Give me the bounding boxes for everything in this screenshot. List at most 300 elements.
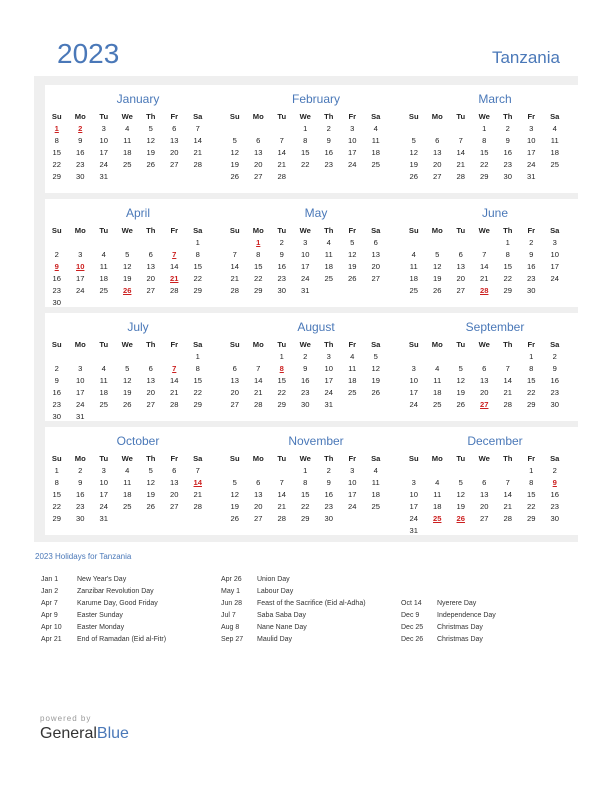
- day-cell: 17: [348, 490, 357, 499]
- day-cell: [186, 171, 210, 183]
- day-cell: 4: [435, 478, 440, 487]
- week-row: [223, 123, 409, 135]
- day-cell: 28: [456, 172, 465, 181]
- week-row: [223, 375, 409, 387]
- day-cell: 10: [550, 250, 559, 259]
- day-cell: [186, 411, 210, 423]
- day-cell: 5: [373, 352, 378, 361]
- holiday-item: [401, 598, 496, 610]
- day-cell: 29: [277, 400, 286, 409]
- weekday-header: [45, 111, 231, 123]
- holiday-date-label: Aug 8: [221, 624, 240, 631]
- weekday-label: Sa: [193, 112, 203, 121]
- holiday-item: [41, 622, 166, 634]
- day-cell: 24: [409, 514, 418, 523]
- brand-blue: Blue: [96, 725, 129, 742]
- day-cell: 17: [527, 148, 536, 157]
- day-cell: 10: [348, 478, 357, 487]
- day-cell: 14: [277, 148, 286, 157]
- day-cell: 20: [230, 388, 239, 397]
- day-cell: 31: [324, 400, 333, 409]
- day-cell: [247, 351, 271, 363]
- weekday-label: Mo: [431, 112, 443, 121]
- day-cell: [543, 285, 567, 297]
- weekday-label: Tu: [99, 112, 109, 121]
- holiday-column: [401, 598, 496, 646]
- weekday-label: Fr: [527, 226, 536, 235]
- day-cell: 28: [503, 514, 512, 523]
- week-row: [45, 387, 231, 399]
- day-cell: [496, 465, 520, 477]
- day-cell: 7: [482, 250, 487, 259]
- day-cell: 2: [529, 238, 534, 247]
- weekday-label: Sa: [371, 226, 381, 235]
- day-cell: 29: [52, 514, 61, 523]
- day-cell: 13: [254, 490, 263, 499]
- day-cell: 15: [52, 148, 61, 157]
- weekday-label: We: [121, 340, 133, 349]
- holiday-item: [41, 574, 166, 586]
- week-row: [402, 351, 588, 363]
- holiday-column: [41, 574, 166, 646]
- weekday-label: Su: [229, 454, 240, 463]
- day-cell: 17: [550, 262, 559, 271]
- holiday-item: [221, 634, 366, 646]
- holiday-date-label: Oct 14: [401, 600, 422, 607]
- holiday-name: Feast of the Sacrifice (Eid al-Adha): [257, 600, 366, 607]
- month-calendar: [223, 225, 409, 297]
- day-cell: 14: [503, 490, 512, 499]
- day-cell: 12: [123, 262, 132, 271]
- week-row: [402, 273, 588, 285]
- day-cell: 19: [456, 502, 465, 511]
- day-cell: 20: [146, 388, 155, 397]
- day-cell: 28: [277, 514, 286, 523]
- day-cell: 20: [146, 274, 155, 283]
- day-cell: 11: [99, 262, 108, 271]
- day-cell: 12: [230, 148, 239, 157]
- day-cell: [223, 465, 247, 477]
- weekday-label: Fr: [170, 340, 179, 349]
- holiday-date: 28: [480, 286, 489, 295]
- day-cell: 29: [52, 172, 61, 181]
- holiday-column: [221, 574, 366, 646]
- week-row: [223, 489, 409, 501]
- day-cell: [116, 351, 140, 363]
- day-cell: [116, 171, 140, 183]
- holiday-name: Union Day: [257, 576, 290, 583]
- day-cell: 18: [433, 502, 442, 511]
- day-cell: 1: [303, 466, 308, 475]
- weekday-label: Fr: [348, 112, 357, 121]
- day-cell: 12: [348, 250, 357, 259]
- day-cell: [139, 351, 163, 363]
- day-cell: 2: [505, 124, 510, 133]
- week-row: [223, 135, 409, 147]
- day-cell: 11: [433, 490, 442, 499]
- day-cell: 22: [52, 502, 61, 511]
- day-cell: 28: [193, 160, 202, 169]
- day-cell: 7: [458, 136, 463, 145]
- day-cell: 17: [76, 388, 85, 397]
- week-row: [402, 237, 588, 249]
- day-cell: 18: [348, 376, 357, 385]
- day-cell: 18: [371, 148, 380, 157]
- day-cell: [473, 351, 497, 363]
- day-cell: 16: [76, 490, 85, 499]
- day-cell: 19: [456, 388, 465, 397]
- month-name: September: [465, 320, 525, 334]
- day-cell: 11: [348, 364, 357, 373]
- day-cell: 5: [148, 124, 153, 133]
- month-name: December: [467, 434, 523, 448]
- day-cell: 24: [99, 160, 108, 169]
- day-cell: 25: [99, 400, 108, 409]
- day-cell: [247, 123, 271, 135]
- day-cell: 16: [76, 148, 85, 157]
- day-cell: 2: [279, 238, 284, 247]
- day-cell: 1: [195, 352, 200, 361]
- day-cell: [402, 351, 426, 363]
- day-cell: 1: [482, 124, 487, 133]
- day-cell: [341, 285, 365, 297]
- weekday-label: Tu: [99, 226, 109, 235]
- month-december: [402, 427, 588, 535]
- day-cell: [92, 297, 116, 309]
- day-cell: 5: [458, 364, 463, 373]
- weekday-label: Su: [408, 340, 419, 349]
- weekday-header: [223, 111, 409, 123]
- day-cell: 18: [99, 274, 108, 283]
- holiday-date: 1: [54, 124, 59, 133]
- day-cell: [543, 525, 567, 537]
- weekday-label: Th: [503, 112, 513, 121]
- day-cell: 8: [54, 478, 59, 487]
- day-cell: 8: [303, 136, 308, 145]
- day-cell: [449, 465, 473, 477]
- day-cell: 24: [99, 502, 108, 511]
- week-row: [45, 147, 231, 159]
- weekday-label: Th: [146, 454, 156, 463]
- weekday-label: Th: [146, 226, 156, 235]
- day-cell: 10: [99, 136, 108, 145]
- day-cell: 31: [99, 172, 108, 181]
- week-row: [45, 489, 231, 501]
- day-cell: 29: [301, 514, 310, 523]
- week-row: [223, 147, 409, 159]
- day-cell: 9: [529, 250, 534, 259]
- weekday-label: Fr: [348, 226, 357, 235]
- day-cell: 13: [433, 148, 442, 157]
- weekday-label: Tu: [456, 226, 466, 235]
- day-cell: 31: [76, 412, 85, 421]
- day-cell: [163, 351, 187, 363]
- day-cell: [402, 123, 426, 135]
- day-cell: 16: [324, 148, 333, 157]
- holiday-item: [41, 634, 166, 646]
- day-cell: 19: [123, 274, 132, 283]
- day-cell: 17: [99, 490, 108, 499]
- day-cell: 14: [193, 136, 202, 145]
- day-cell: 10: [409, 490, 418, 499]
- day-cell: 11: [371, 478, 380, 487]
- day-cell: 16: [550, 490, 559, 499]
- day-cell: 22: [277, 388, 286, 397]
- day-cell: 5: [125, 250, 130, 259]
- day-cell: 25: [371, 160, 380, 169]
- week-row: [223, 363, 409, 375]
- month-calendar: [45, 225, 231, 309]
- holiday-date-label: May 1: [221, 588, 241, 595]
- day-cell: [139, 411, 163, 423]
- month-name: April: [125, 206, 150, 220]
- day-cell: [473, 237, 497, 249]
- day-cell: 25: [371, 502, 380, 511]
- holiday-date: 14: [193, 478, 202, 487]
- weekday-label: Fr: [527, 454, 536, 463]
- day-cell: 18: [123, 148, 132, 157]
- weekday-label: Mo: [252, 454, 264, 463]
- day-cell: 5: [232, 478, 237, 487]
- holiday-name: Easter Monday: [77, 624, 125, 631]
- day-cell: 29: [254, 286, 263, 295]
- brand-general: General: [40, 725, 97, 742]
- day-cell: 27: [170, 160, 179, 169]
- month-november: [223, 427, 409, 535]
- weekday-label: Tu: [99, 454, 109, 463]
- day-cell: 10: [409, 376, 418, 385]
- day-cell: [139, 171, 163, 183]
- day-cell: 16: [324, 490, 333, 499]
- month-april: [45, 199, 231, 307]
- day-cell: 19: [230, 160, 239, 169]
- day-cell: [473, 465, 497, 477]
- day-cell: [139, 513, 163, 525]
- day-cell: 15: [254, 262, 263, 271]
- day-cell: 20: [254, 160, 263, 169]
- day-cell: 29: [527, 400, 536, 409]
- day-cell: 17: [301, 262, 310, 271]
- week-row: [402, 387, 588, 399]
- day-cell: [426, 237, 450, 249]
- holiday-name: Easter Sunday: [77, 612, 123, 619]
- day-cell: 3: [411, 478, 416, 487]
- day-cell: [270, 465, 294, 477]
- weekday-label: Fr: [348, 340, 357, 349]
- day-cell: 3: [350, 466, 355, 475]
- day-cell: 30: [76, 514, 85, 523]
- day-cell: 18: [371, 490, 380, 499]
- weekday-label: Tu: [277, 226, 287, 235]
- day-cell: 15: [193, 376, 202, 385]
- day-cell: 22: [193, 388, 202, 397]
- day-cell: 9: [78, 136, 83, 145]
- day-cell: 3: [552, 238, 557, 247]
- day-cell: 22: [301, 502, 310, 511]
- day-cell: 23: [324, 502, 333, 511]
- day-cell: 8: [256, 250, 261, 259]
- day-cell: 7: [505, 364, 510, 373]
- day-cell: 26: [371, 388, 380, 397]
- day-cell: [341, 513, 365, 525]
- weekday-label: Fr: [527, 112, 536, 121]
- week-row: [402, 135, 588, 147]
- week-row: [402, 249, 588, 261]
- holiday-name: Nane Nane Day: [257, 624, 307, 631]
- day-cell: 21: [277, 160, 286, 169]
- day-cell: 25: [409, 286, 418, 295]
- day-cell: 29: [480, 172, 489, 181]
- day-cell: 13: [146, 376, 155, 385]
- day-cell: [223, 123, 247, 135]
- day-cell: 19: [371, 376, 380, 385]
- day-cell: 30: [503, 172, 512, 181]
- day-cell: 23: [76, 160, 85, 169]
- day-cell: [247, 465, 271, 477]
- holiday-date: 26: [123, 286, 132, 295]
- day-cell: [449, 351, 473, 363]
- day-cell: 5: [148, 466, 153, 475]
- month-may: [223, 199, 409, 307]
- weekday-label: Su: [51, 226, 62, 235]
- weekday-label: Fr: [348, 454, 357, 463]
- day-cell: 21: [193, 148, 202, 157]
- month-name: August: [297, 320, 335, 334]
- day-cell: 7: [232, 250, 237, 259]
- holiday-name: Labour Day: [257, 588, 294, 595]
- day-cell: 10: [76, 376, 85, 385]
- day-cell: 27: [456, 286, 465, 295]
- weekday-label: Th: [503, 226, 513, 235]
- holiday-date: 8: [279, 364, 284, 373]
- day-cell: 14: [480, 262, 489, 271]
- day-cell: [69, 237, 93, 249]
- day-cell: 24: [550, 274, 559, 283]
- weekday-label: Sa: [371, 112, 381, 121]
- holiday-name: Christmas Day: [437, 636, 483, 643]
- weekday-label: We: [299, 454, 311, 463]
- week-row: [402, 489, 588, 501]
- day-cell: 26: [348, 274, 357, 283]
- day-cell: 24: [301, 274, 310, 283]
- day-cell: 30: [324, 514, 333, 523]
- day-cell: [270, 123, 294, 135]
- generalblue-logo[interactable]: [40, 725, 129, 743]
- day-cell: 13: [170, 136, 179, 145]
- weekday-label: Su: [408, 454, 419, 463]
- day-cell: 21: [277, 502, 286, 511]
- month-calendar: [402, 225, 588, 297]
- week-row: [45, 465, 231, 477]
- week-row: [402, 363, 588, 375]
- day-cell: [92, 351, 116, 363]
- day-cell: 7: [505, 478, 510, 487]
- day-cell: [163, 411, 187, 423]
- week-row: [402, 171, 588, 183]
- week-row: [223, 387, 409, 399]
- day-cell: 10: [301, 250, 310, 259]
- day-cell: 14: [230, 262, 239, 271]
- country-title: Tanzania: [491, 48, 560, 67]
- day-cell: 29: [193, 286, 202, 295]
- day-cell: 20: [371, 262, 380, 271]
- weekday-label: Mo: [431, 454, 443, 463]
- day-cell: 12: [433, 262, 442, 271]
- day-cell: 18: [99, 388, 108, 397]
- day-cell: 26: [146, 502, 155, 511]
- day-cell: 22: [193, 274, 202, 283]
- week-row: [45, 135, 231, 147]
- weekday-label: Su: [229, 340, 240, 349]
- day-cell: 16: [503, 148, 512, 157]
- day-cell: 22: [254, 274, 263, 283]
- day-cell: 26: [146, 160, 155, 169]
- day-cell: 15: [301, 148, 310, 157]
- day-cell: 6: [482, 364, 487, 373]
- day-cell: 26: [433, 286, 442, 295]
- day-cell: 3: [350, 124, 355, 133]
- day-cell: 1: [303, 124, 308, 133]
- week-row: [402, 399, 588, 411]
- day-cell: 4: [326, 238, 331, 247]
- day-cell: [520, 525, 544, 537]
- day-cell: 21: [503, 502, 512, 511]
- day-cell: 2: [54, 364, 59, 373]
- day-cell: 21: [503, 388, 512, 397]
- holiday-item: [221, 598, 366, 610]
- day-cell: 23: [503, 160, 512, 169]
- day-cell: 10: [348, 136, 357, 145]
- day-cell: 15: [503, 262, 512, 271]
- day-cell: 5: [435, 250, 440, 259]
- weekday-label: Sa: [550, 112, 560, 121]
- day-cell: 2: [552, 466, 557, 475]
- weekday-label: Sa: [193, 340, 203, 349]
- weekday-label: Sa: [550, 340, 560, 349]
- day-cell: [186, 513, 210, 525]
- day-cell: 13: [230, 376, 239, 385]
- weekday-label: Mo: [74, 340, 86, 349]
- month-calendar: [402, 453, 588, 537]
- day-cell: 23: [527, 274, 536, 283]
- day-cell: 10: [527, 136, 536, 145]
- day-cell: 23: [301, 388, 310, 397]
- week-row: [45, 123, 231, 135]
- day-cell: 22: [503, 274, 512, 283]
- weekday-label: Mo: [252, 112, 264, 121]
- day-cell: 12: [409, 148, 418, 157]
- day-cell: 11: [324, 250, 333, 259]
- weekday-label: Fr: [527, 340, 536, 349]
- weekday-header: [402, 111, 588, 123]
- month-calendar: [223, 339, 409, 411]
- day-cell: 20: [480, 502, 489, 511]
- week-row: [402, 465, 588, 477]
- week-row: [45, 513, 231, 525]
- week-row: [402, 477, 588, 489]
- week-row: [402, 261, 588, 273]
- day-cell: 15: [480, 148, 489, 157]
- day-cell: 25: [99, 286, 108, 295]
- day-cell: 19: [123, 388, 132, 397]
- day-cell: [294, 171, 318, 183]
- day-cell: 13: [254, 148, 263, 157]
- week-row: [45, 261, 231, 273]
- day-cell: 30: [52, 412, 61, 421]
- day-cell: 16: [550, 376, 559, 385]
- weekday-header: [402, 453, 588, 465]
- day-cell: 15: [527, 490, 536, 499]
